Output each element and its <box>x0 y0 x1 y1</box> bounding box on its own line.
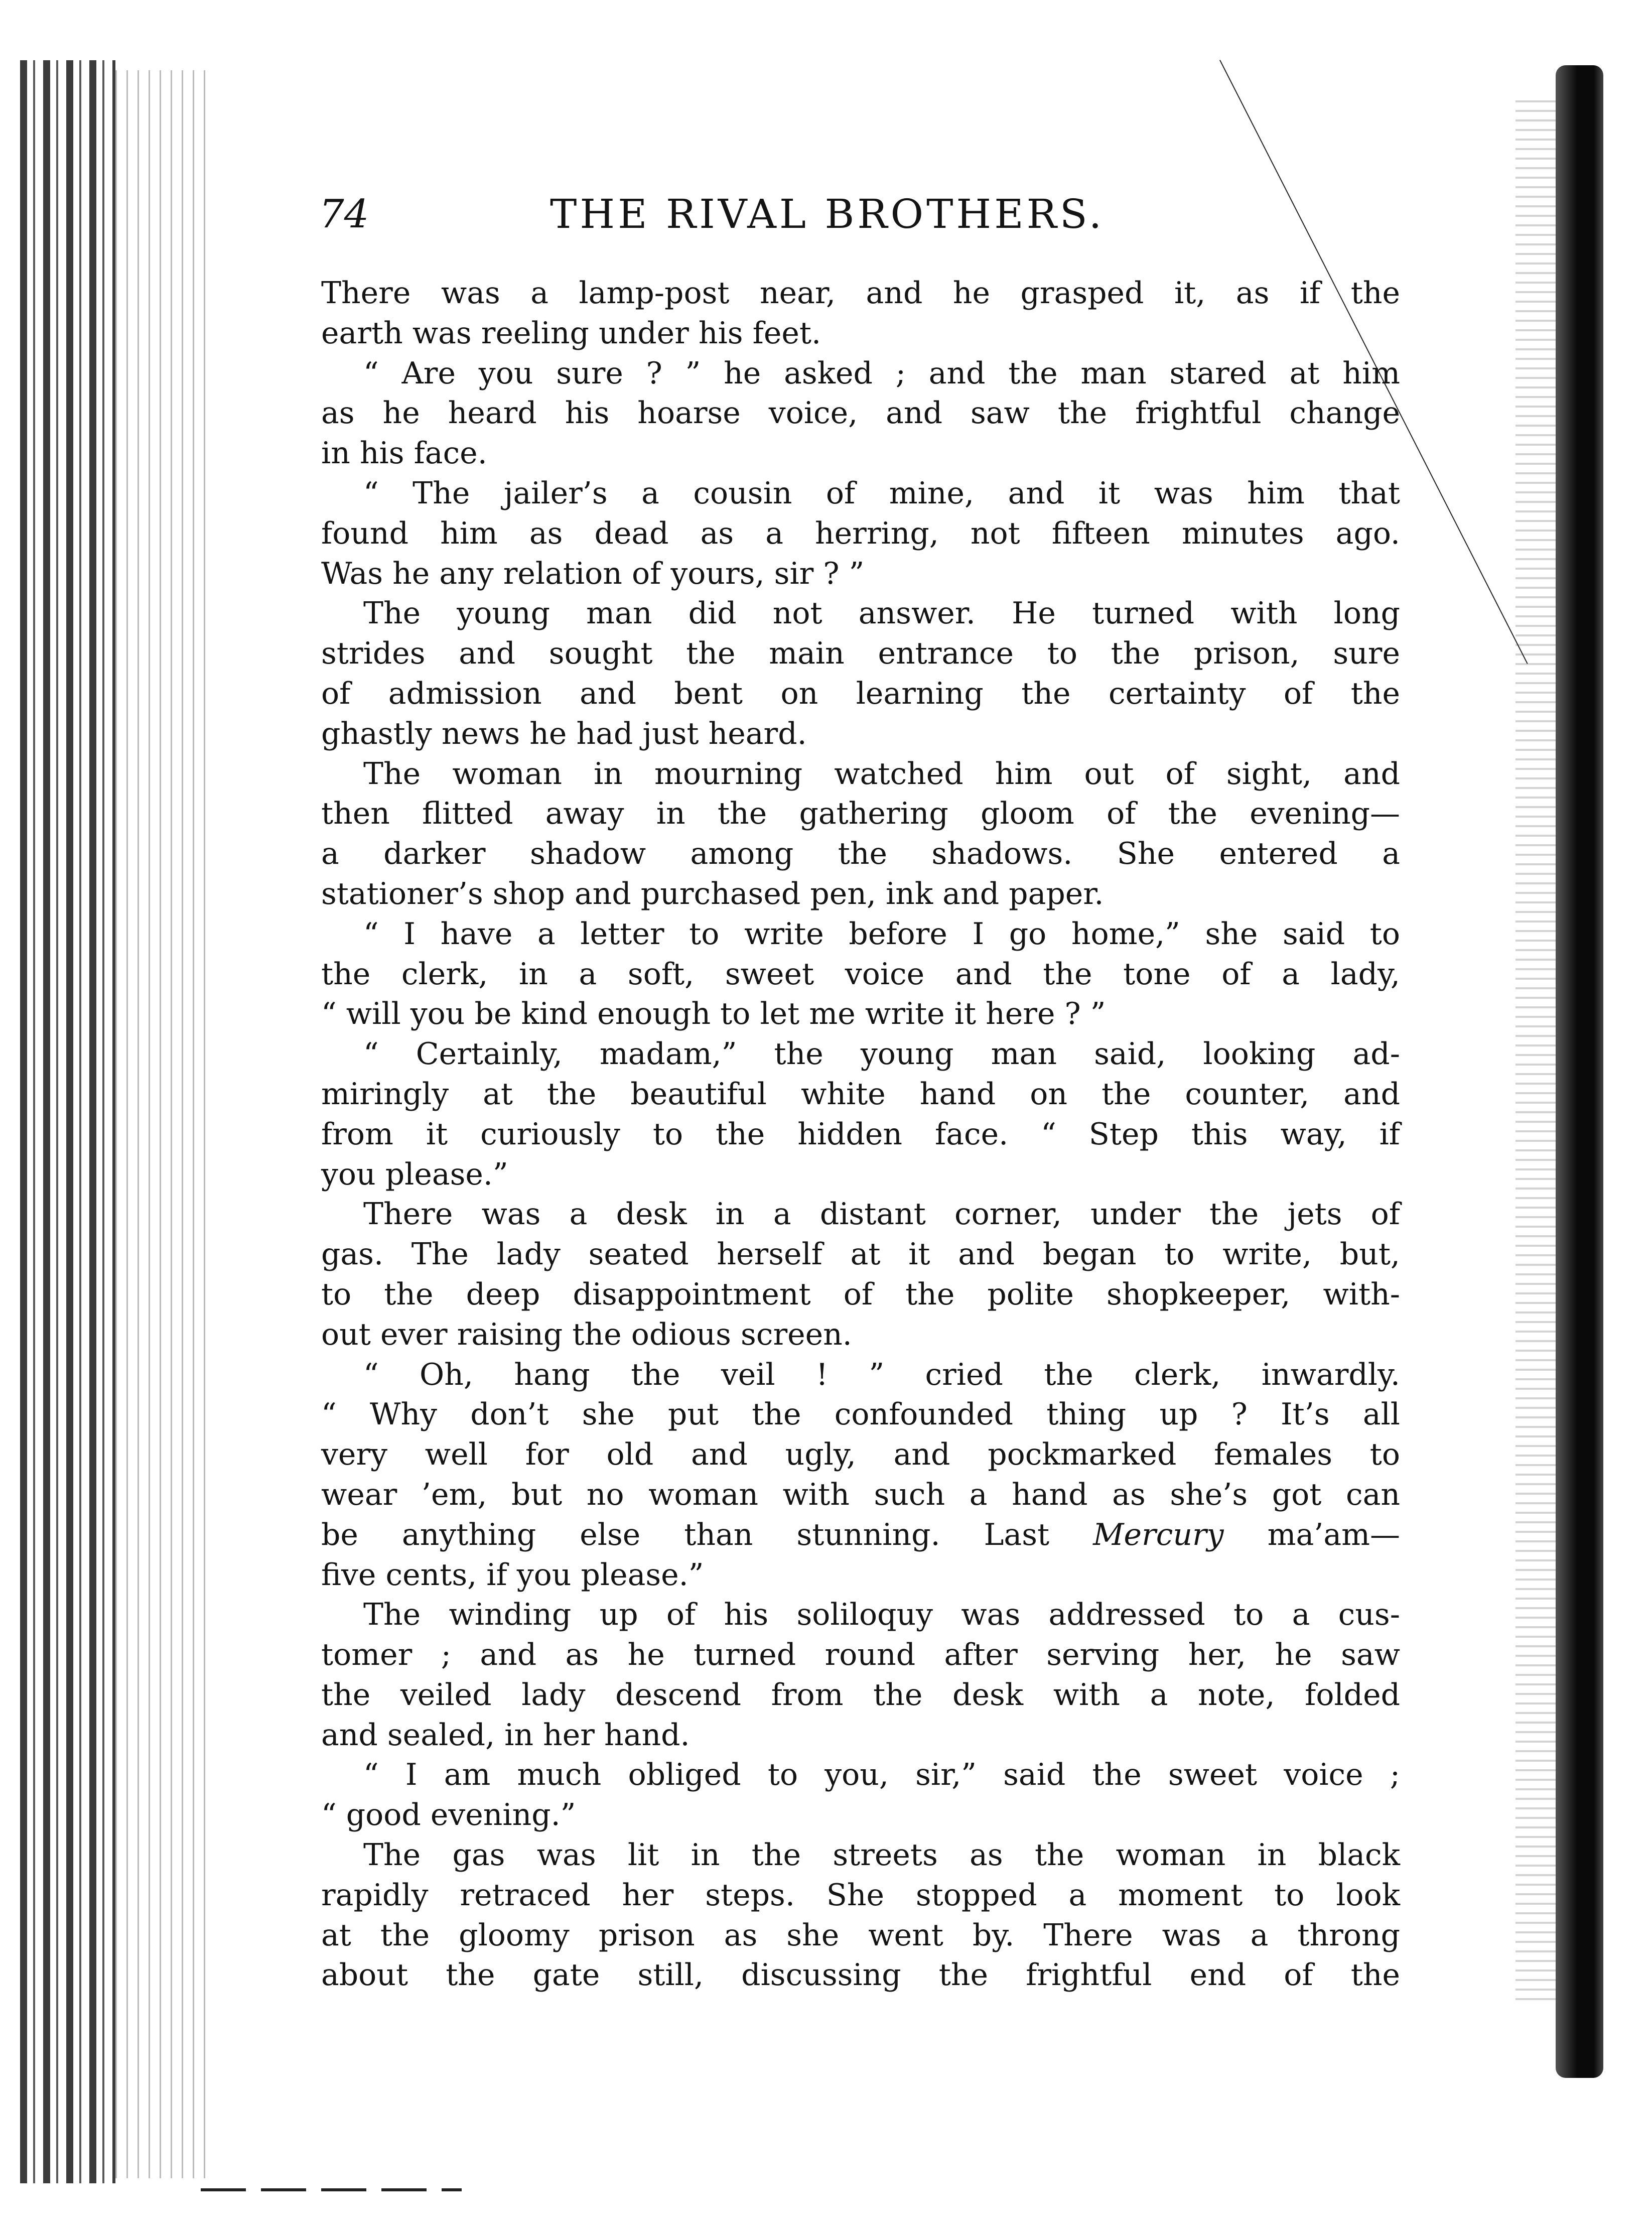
text-line: “ Certainly, madam,” the young man said, looking ad- <box>363 1036 1400 1072</box>
text-line: then flitted away in the gathering gloom of the evening— <box>321 796 1400 832</box>
text-line: stationer’s shop and purchased pen, ink and paper. <box>321 876 1104 911</box>
text-line: the veiled lady descend from the desk with a note, folded <box>321 1677 1400 1713</box>
text-line: and sealed, in her hand. <box>321 1717 690 1753</box>
text-line: rapidly retraced her steps. She stopped a moment to look <box>321 1877 1400 1913</box>
text-line: found him as dead as a herring, not fifteen minutes ago. <box>321 515 1400 551</box>
text-line: “ I am much obliged to you, sir,” said the sweet voice ; <box>363 1757 1400 1793</box>
text-line: “ I have a letter to write before I go home,” she said to <box>363 916 1400 952</box>
text-line: earth was reeling under his feet. <box>321 315 821 351</box>
page-number: 74 <box>319 192 369 237</box>
text-line: ghastly news he had just heard. <box>321 716 807 751</box>
scan-gutter-shadow <box>20 60 115 2183</box>
text-line: as he heard his hoarse voice, and saw the frightful change <box>321 396 1400 431</box>
text-line: The woman in mourning watched him out of sight, and <box>363 756 1400 792</box>
text-line: in his face. <box>321 436 487 471</box>
text-line: about the gate still, discussing the frightful end of the <box>321 1957 1400 1993</box>
scan-bottom-marks <box>201 2188 462 2191</box>
text-line: The winding up of his soliloquy was addressed to a cus- <box>363 1597 1400 1633</box>
text-line: a darker shadow among the shadows. She entered a <box>321 836 1400 872</box>
text-line: at the gloomy prison as she went by. There was a throng <box>321 1917 1400 1953</box>
text-line: “ good evening.” <box>321 1797 576 1833</box>
text-line-with-italic <box>321 1515 1400 1555</box>
text-segment: ma’am— <box>1223 1517 1400 1552</box>
text-line: “ The jailer’s a cousin of mine, and it was him that <box>363 475 1400 511</box>
text-line: miringly at the beautiful white hand on the counter, and <box>321 1076 1400 1112</box>
text-line: There was a desk in a distant corner, under the jets of <box>363 1197 1400 1232</box>
text-line: gas. The lady seated herself at it and began to write, but, <box>321 1237 1400 1272</box>
text-line: “ Are you sure ? ” he asked ; and the man stared at him <box>363 355 1400 391</box>
scan-page-edge-shadow <box>1556 65 1603 2078</box>
body-text <box>321 274 1400 1996</box>
text-line: wear ’em, but no woman with such a hand as she’s got can <box>321 1477 1400 1512</box>
text-line: to the deep disappointment of the polite shopkeeper, with- <box>321 1276 1400 1312</box>
text-line: “ will you be kind enough to let me write it here ? ” <box>321 996 1106 1032</box>
text-line: There was a lamp-post near, and he grasped it, as if the <box>321 276 1400 311</box>
running-title: THE RIVAL BROTHERS. <box>550 191 1105 237</box>
scan-edge-speckle <box>1516 100 1556 2008</box>
text-line: from it curiously to the hidden face. “ Step this way, if <box>321 1116 1400 1152</box>
text-line: of admission and bent on learning the certainty of the <box>321 676 1400 711</box>
text-line: The gas was lit in the streets as the woman in black <box>363 1837 1400 1873</box>
running-head <box>319 187 1313 242</box>
italic-title: Mercury <box>1093 1517 1224 1552</box>
text-segment: be anything else than stunning. Last <box>321 1517 1050 1552</box>
text-line: “ Why don’t she put the confounded thing up ? It’s all <box>321 1397 1400 1432</box>
text-line: the clerk, in a soft, sweet voice and the tone of a lady, <box>321 956 1400 992</box>
text-line: tomer ; and as he turned round after serving her, he saw <box>321 1637 1400 1673</box>
text-line: you please.” <box>321 1156 508 1192</box>
text-line: “ Oh, hang the veil ! ” cried the clerk, inwardly. <box>363 1357 1400 1392</box>
text-line: out ever raising the odious screen. <box>321 1317 852 1352</box>
text-line: Was he any relation of yours, sir ? ” <box>321 556 865 591</box>
text-line: five cents, if you please.” <box>321 1557 704 1593</box>
text-line: The young man did not answer. He turned with long <box>363 596 1400 631</box>
text-line: very well for old and ugly, and pockmarked females to <box>321 1437 1400 1473</box>
text-line: strides and sought the main entrance to the prison, sure <box>321 636 1400 672</box>
scan-gutter-streaks <box>115 70 206 2178</box>
